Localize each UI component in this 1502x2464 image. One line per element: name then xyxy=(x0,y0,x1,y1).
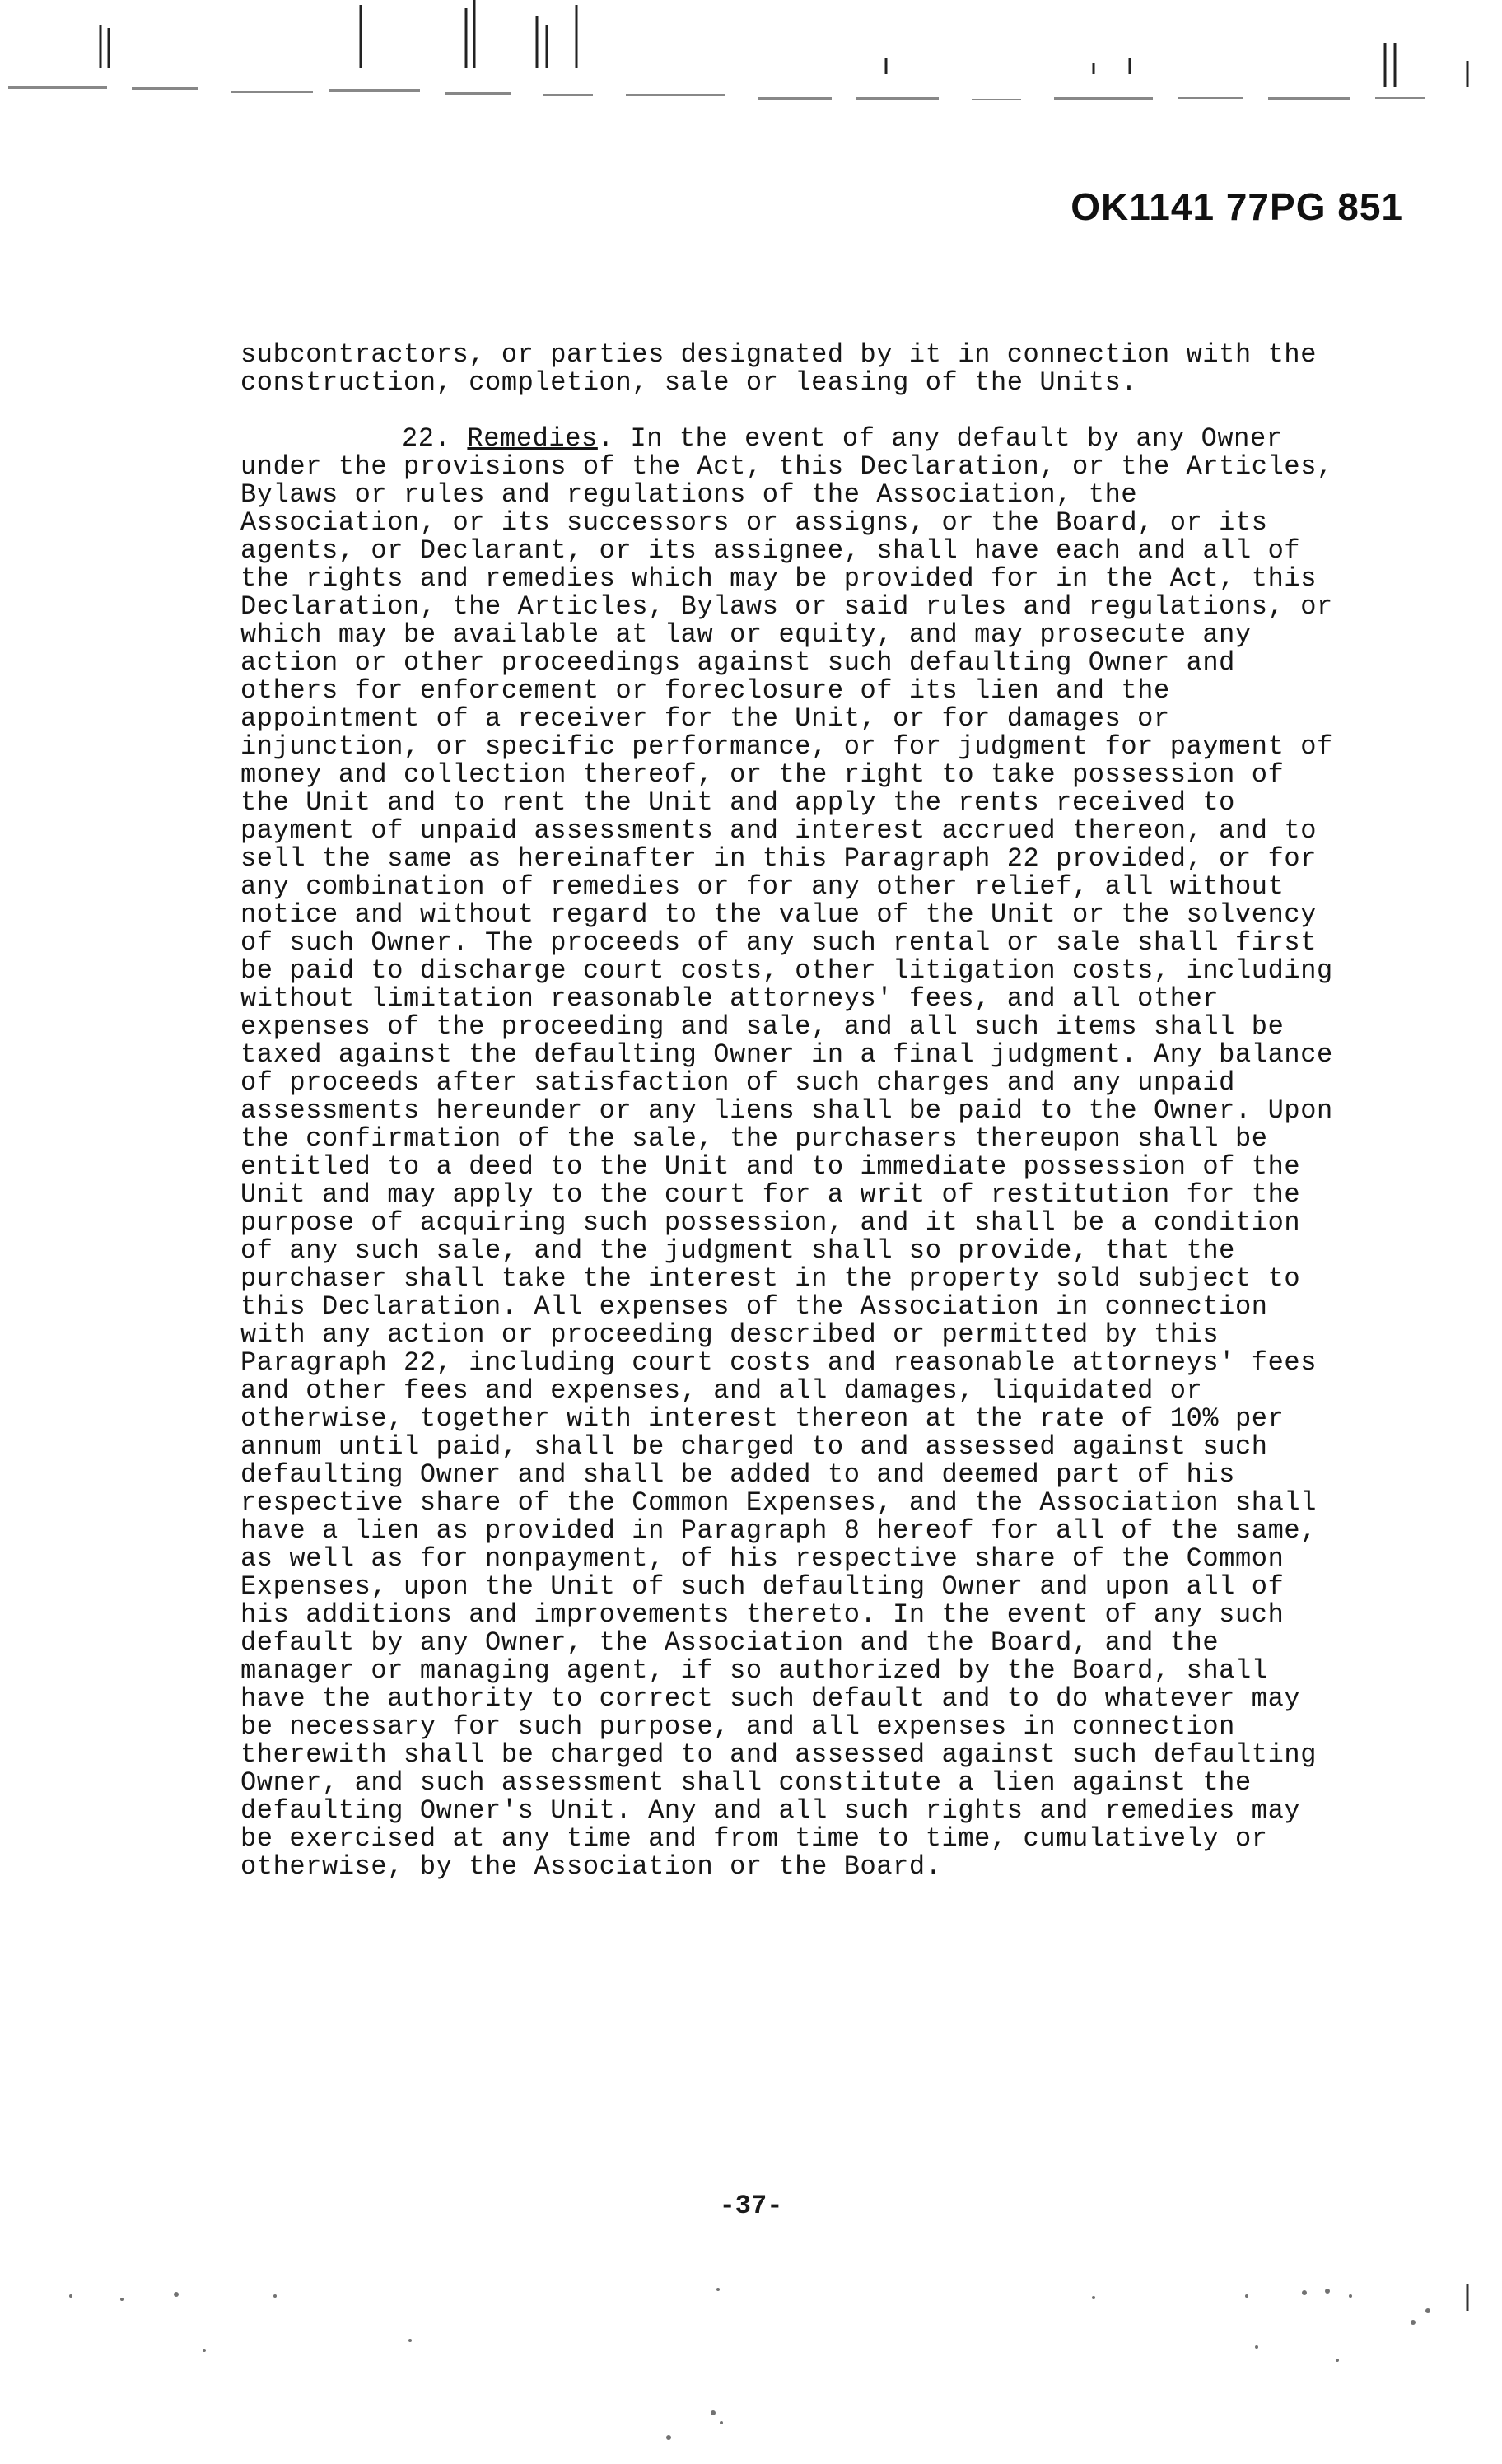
section-text: In the event of any default by any Owner under the provisions of the Act, this Declaration, or the Articles, Bylaws or rules and regulations of the Association, the Association, or its successors or assigns, or the Board, or its agents, or Declarant, or its assignee, shall have each and all of the rights and remedies which may be provided for in the Act, this Declaration, the Articles, Bylaws or said rules and regulations, or which may be available at law or equity, and may prosecute any action or other proceedings against such defaulting Owner and others for enforcement or foreclosure of its lien and the appointment of a receiver for the Unit, or for damages or injunction, or specific performance, or for judgment for payment of money and collection thereof, or the right to take possession of the Unit and to rent the Unit and apply the rents received to payment of unpaid assessments and interest accrued thereon, and to sell the same as hereinafter in this Paragraph 22 provided, or for any combination of remedies or for any other relief, all without notice and without regard to the value of the Unit or the solvency of such Owner. The proceeds of any such rental or sale shall first be paid to discharge court costs, other litigation costs, including without limitation reasonable attorneys' fees, and all other expenses of the proceeding and sale, and all such items shall be taxed against the defaulting Owner in a final judgment. Any balance of proceeds after satisfaction of such charges and any unpaid assessments hereunder or any liens shall be paid to the Owner. Upon the confirmation of the sale, the purchasers thereupon shall be entitled to a deed to the Unit and to immediate possession of the Unit and may apply to the court for a writ of restitution for the purpose of acquiring such possession, and it shall be a condition of any such sale, and the judgment shall so provide, that the purchaser shall take the interest in the property sold subject to this Declaration. All expenses of the Association in connection with any action or proceeding described or permitted by this Paragraph 22, including court costs and reasonable attorneys' fees and other fees and expenses, and all damages, liquidated or otherwise, together with interest thereon at the rate of 10% per annum until paid, shall be charged to and assessed against such defaulting Owner and shall be added to and deemed part of his respective share of the Common Expenses, and the Association shall have a lien as provided in Paragraph 8 hereof for all of the same, as well as for nonpayment, of his respective share of the Common Expenses, upon the Unit of such defaulting Owner and upon all of his additions and improvements thereto. In the event of any such default by any Owner, the Association and the Board, and the manager or managing agent, if so authorized by the Board, shall have the authority to correct such default and to do whatever may be necessary for such purpose, and all expenses in connection therewith shall be charged to and assessed against such defaulting Owner, and such assessment shall constitute a lien against the defaulting Owner's Unit. Any and all such rights and remedies may be exercised at any time and from time to time, cumulatively or otherwise, by the Association or the Board. xyxy=(240,423,1350,1882)
book-page-reference: OK1141 77PG 851 xyxy=(1071,185,1403,228)
section-heading: Remedies xyxy=(467,423,598,454)
scan-artifacts-top xyxy=(0,0,1502,115)
page-number: -37- xyxy=(719,2191,783,2221)
section-number: 22. xyxy=(402,423,451,454)
heading-period: . xyxy=(597,423,631,454)
section-22-paragraph xyxy=(240,423,1350,1882)
document-body xyxy=(240,339,1350,1882)
continued-paragraph: subcontractors, or parties designated by it in connection with the construction, completion, sale or leasing of the Units. xyxy=(240,339,1333,398)
scan-artifacts-bottom xyxy=(0,2248,1502,2464)
